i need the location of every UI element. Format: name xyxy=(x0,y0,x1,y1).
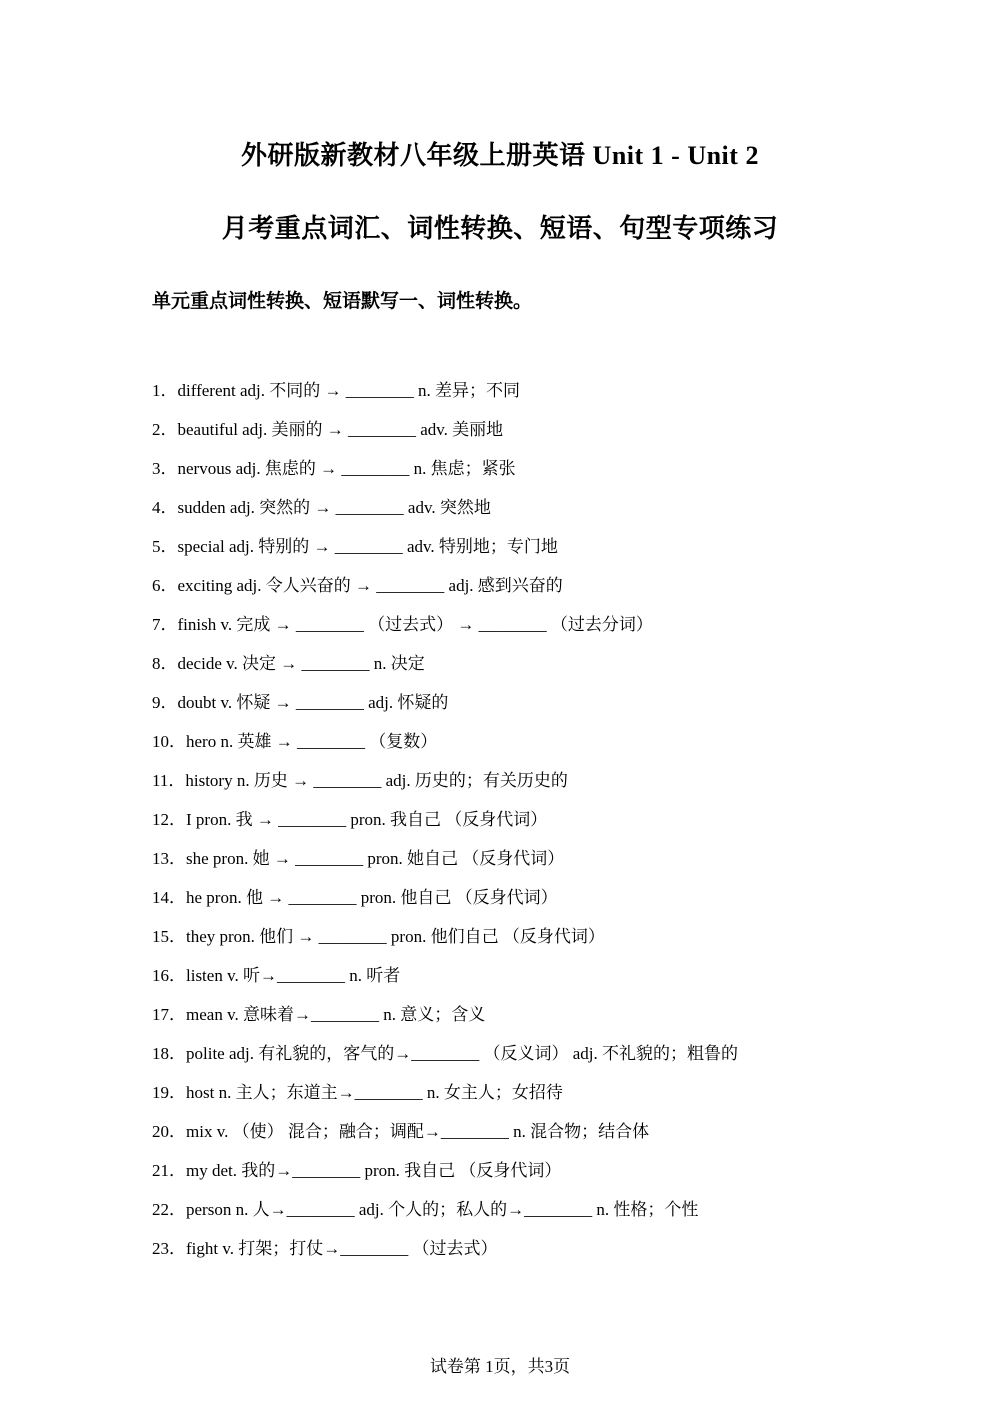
item-number: 22． xyxy=(152,1200,186,1219)
item-text: polite adj. 有礼貌的，客气的→________ （反义词） adj. 不礼貌的；粗鲁的 xyxy=(186,1044,739,1063)
exercise-item xyxy=(152,456,738,495)
exercise-item xyxy=(152,573,738,612)
exercise-item xyxy=(152,1041,738,1080)
item-text: exciting adj. 令人兴奋的 → ________ adj. 感到兴奋的 xyxy=(177,576,563,595)
item-text: doubt v. 怀疑 → ________ adj. 怀疑的 xyxy=(177,693,449,712)
item-text: mix v. （使） 混合；融合；调配→________ n. 混合物；结合体 xyxy=(186,1122,650,1141)
item-text: hero n. 英雄 → ________ （复数） xyxy=(186,732,438,751)
item-text: listen v. 听→________ n. 听者 xyxy=(186,966,401,985)
item-text: mean v. 意味着→________ n. 意义；含义 xyxy=(186,1005,486,1024)
item-number: 4． xyxy=(152,498,178,517)
exercise-item xyxy=(152,1002,738,1041)
item-text: beautiful adj. 美丽的 → ________ adv. 美丽地 xyxy=(177,420,504,439)
exercise-item xyxy=(152,807,738,846)
item-number: 16． xyxy=(152,966,186,985)
item-text: person n. 人→________ adj. 个人的；私人的→________ n. 性格；个性 xyxy=(186,1200,699,1219)
item-number: 23． xyxy=(152,1239,186,1258)
document-subtitle: 月考重点词汇、词性转换、短语、句型专项练习 xyxy=(221,214,779,243)
item-number: 1． xyxy=(152,381,178,400)
item-number: 19． xyxy=(152,1083,186,1102)
item-text: history n. 历史 → ________ adj. 历史的；有关历史的 xyxy=(185,771,568,790)
item-text: nervous adj. 焦虑的 → ________ n. 焦虑；紧张 xyxy=(177,459,516,478)
item-number: 5． xyxy=(152,537,178,556)
item-number: 18． xyxy=(152,1044,186,1063)
item-number: 13． xyxy=(152,849,186,868)
exercise-item xyxy=(152,846,738,885)
exercise-item xyxy=(152,495,738,534)
item-number: 10． xyxy=(152,732,186,751)
document-title: 外研版新教材八年级上册英语 Unit 1 - Unit 2 xyxy=(241,141,759,170)
item-text: fight v. 打架；打仗→________ （过去式） xyxy=(186,1239,498,1258)
item-number: 21． xyxy=(152,1161,186,1180)
item-text: my det. 我的→________ pron. 我自己 （反身代词） xyxy=(186,1161,562,1180)
exercise-item xyxy=(152,885,738,924)
item-text: sudden adj. 突然的 → ________ adv. 突然地 xyxy=(177,498,491,517)
item-number: 17． xyxy=(152,1005,186,1024)
exercise-item xyxy=(152,963,738,1002)
item-number: 3． xyxy=(152,459,178,478)
item-text: different adj. 不同的 → ________ n. 差异；不同 xyxy=(177,381,520,400)
item-text: they pron. 他们 → ________ pron. 他们自己 （反身代词） xyxy=(186,927,605,946)
exercise-item xyxy=(152,1119,738,1158)
item-text: host n. 主人；东道主→________ n. 女主人；女招待 xyxy=(186,1083,563,1102)
exercise-item xyxy=(152,1080,738,1119)
item-number: 8． xyxy=(152,654,178,673)
item-text: she pron. 她 → ________ pron. 她自己 （反身代词） xyxy=(186,849,565,868)
exercise-item xyxy=(152,690,738,729)
page-footer: 试卷第 1页，共3页 xyxy=(429,1357,571,1376)
item-number: 2． xyxy=(152,420,178,439)
item-number: 7． xyxy=(152,615,178,634)
exercise-item xyxy=(152,729,738,768)
exercise-item xyxy=(152,1236,738,1275)
exercise-item xyxy=(152,1158,738,1197)
item-number: 12． xyxy=(152,810,186,829)
exercise-item xyxy=(152,378,738,417)
item-text: decide v. 决定 → ________ n. 决定 xyxy=(177,654,425,673)
exercise-item xyxy=(152,534,738,573)
exercise-item xyxy=(152,651,738,690)
item-number: 11． xyxy=(152,771,186,790)
item-number: 9． xyxy=(152,693,178,712)
item-number: 14． xyxy=(152,888,186,907)
exercise-item xyxy=(152,612,738,651)
item-number: 15． xyxy=(152,927,186,946)
item-text: special adj. 特别的 → ________ adv. 特别地；专门地 xyxy=(177,537,558,556)
item-text: he pron. 他 → ________ pron. 他自己 （反身代词） xyxy=(186,888,558,907)
exercise-item xyxy=(152,924,738,963)
item-number: 6． xyxy=(152,576,178,595)
exercise-item xyxy=(152,417,738,456)
exercise-list xyxy=(152,378,738,1275)
item-text: finish v. 完成 → ________ （过去式） → ________ （过去分词） xyxy=(177,615,653,634)
item-text: I pron. 我 → ________ pron. 我自己 （反身代词） xyxy=(186,810,548,829)
exercise-item xyxy=(152,1197,738,1236)
exercise-item xyxy=(152,768,738,807)
item-number: 20． xyxy=(152,1122,186,1141)
section-heading: 单元重点词性转换、短语默写一、词性转换。 xyxy=(152,290,533,312)
